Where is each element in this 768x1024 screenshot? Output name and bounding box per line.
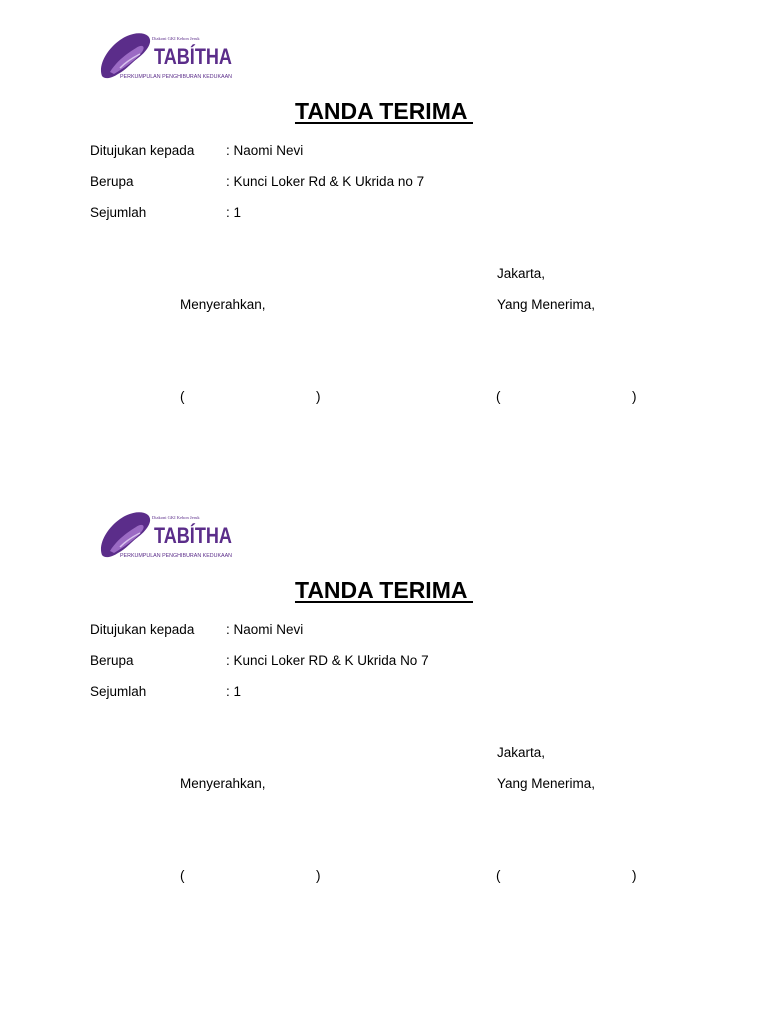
tabitha-logo — [96, 507, 236, 561]
recipient-value: : Naomi Nevi — [226, 143, 304, 158]
receipt-form — [0, 479, 768, 949]
item-value: : Kunci Loker RD & K Ukrida No 7 — [226, 653, 429, 668]
giver-label: Menyerahkan, — [180, 297, 266, 312]
quantity-label: Sejumlah — [90, 684, 147, 699]
svg-text:Diakoni GKI Kebon Jeruk: Diakoni GKI Kebon Jeruk — [152, 515, 200, 520]
document-title: TANDA TERIMA — [294, 98, 473, 124]
svg-text:Diakoni GKI Kebon Jeruk: Diakoni GKI Kebon Jeruk — [152, 36, 200, 41]
quantity-value: : 1 — [226, 205, 242, 220]
receiver-label: Yang Menerima, — [497, 297, 596, 312]
city-date-line: Jakarta, — [497, 266, 546, 281]
recipient-label: Ditujukan kepada — [90, 622, 195, 637]
svg-text:PERKUMPULAN PENGHIBURAN KEDUKA: PERKUMPULAN PENGHIBURAN KEDUKAAN — [120, 553, 233, 559]
recipient-value: : Naomi Nevi — [226, 622, 304, 637]
receiver-signature-close-paren: ) — [632, 868, 637, 883]
giver-label: Menyerahkan, — [180, 776, 266, 791]
giver-signature-close-paren: ) — [316, 389, 321, 404]
giver-signature-open-paren: ( — [180, 389, 185, 404]
receiver-signature-close-paren: ) — [632, 389, 637, 404]
svg-text:TABÍTHA: TABÍTHA — [154, 523, 233, 548]
svg-text:TABÍTHA: TABÍTHA — [154, 44, 233, 69]
tabitha-logo — [96, 28, 236, 82]
quantity-value: : 1 — [226, 684, 242, 699]
item-value: : Kunci Loker Rd & K Ukrida no 7 — [226, 174, 425, 189]
item-label: Berupa — [90, 653, 134, 668]
document-title: TANDA TERIMA — [294, 577, 473, 603]
giver-signature-close-paren: ) — [316, 868, 321, 883]
recipient-label: Ditujukan kepada — [90, 143, 195, 158]
receipt-form — [0, 0, 768, 470]
receiver-signature-open-paren: ( — [496, 868, 501, 883]
receiver-label: Yang Menerima, — [497, 776, 596, 791]
receiver-signature-open-paren: ( — [496, 389, 501, 404]
item-label: Berupa — [90, 174, 134, 189]
giver-signature-open-paren: ( — [180, 868, 185, 883]
quantity-label: Sejumlah — [90, 205, 147, 220]
city-date-line: Jakarta, — [497, 745, 546, 760]
svg-text:PERKUMPULAN PENGHIBURAN KEDUKA: PERKUMPULAN PENGHIBURAN KEDUKAAN — [120, 74, 233, 80]
